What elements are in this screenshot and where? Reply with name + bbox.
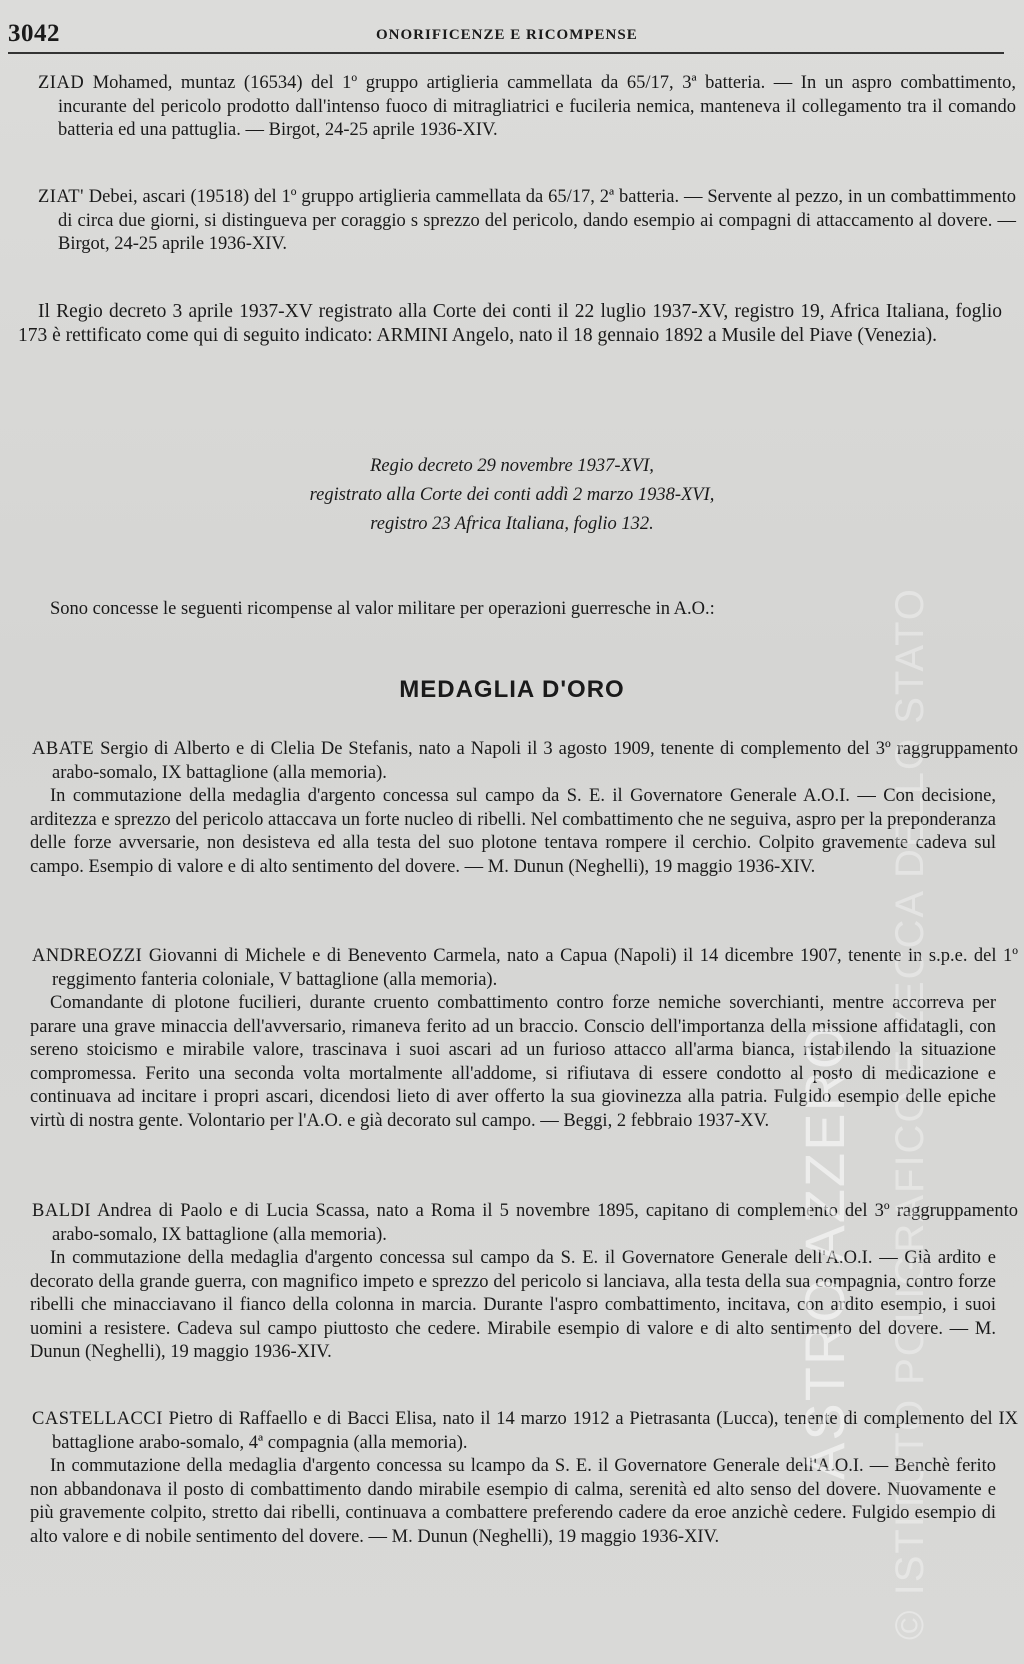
running-head: ONORIFICENZE E RICOMPENSE (376, 27, 638, 43)
page-header (8, 18, 1004, 54)
medal-entry-castellacci-body: In commutazione della medaglia d'argento concessa su lcampo da S. E. il Governatore Generale dell'A.O.I. — Benchè ferito non abbandonava il posto di combattimento dando mirabile esempio di calma, serenità ed alto senso del dovere. Nuovamente e più gravemente colpito, stretto dai ribelli, continuava a combattere preferendo cadere da eroe anzichè cedere. Fulgido esempio di alto valore e di nobile sentimento del dovere. — M. Dunun (Neghelli), 19 maggio 1936-XIV. (30, 1456, 996, 1547)
medal-entry-baldi-body: In commutazione della medaglia d'argento concessa sul campo da S. E. il Governatore Generale dell'A.O.I. — Già ardito e decorato della grande guerra, con magnifico impeto e sprezzo del pericolo si lanciava, alla testa della sua compagnia, contro forze ribelli che minacciavano il fianco della colonna in marcia. Durante l'aspro combattimento, incitava, con ardito esempio, i suoi uomini a resistere. Cadeva sul campo piuttosto che cedere. Mirabile esempio di valore e di alto sentimento del dovere. — M. Dunun (Neghelli), 19 maggio 1936-XIV. (30, 1248, 996, 1362)
medal-entry-castellacci (32, 1408, 1018, 1455)
entry-name: ANDREOZZI (32, 946, 143, 966)
entry-ziat (38, 186, 1016, 257)
decree-line-1: Regio decreto 29 novembre 1937-XVI, (370, 456, 654, 476)
entry-head: Andrea di Paolo e di Lucia Scassa, nato a Roma il 5 novembre 1895, capitano di complemento del 3º raggruppamento arabo-somalo, IX battaglione (alla memoria). (52, 1201, 1018, 1245)
entry-head: Giovanni di Michele e di Benevento Carmela, nato a Capua (Napoli) il 14 dicembre 1907, tenente in s.p.e. del 1º reggimento fanteria coloniale, V battaglione (alla memoria). (52, 946, 1018, 990)
medal-entry-andreozzi-body: Comandante di plotone fucilieri, durante cruento combattimento contro forze nemiche soverchianti, mentre accorreva per parare una grave minaccia dell'avversario, rimaneva ferito ad un braccio. Conscio dell'importanza della missione affidatagli, con sereno stoicismo e mirabile valore, trascinava i suoi ascari ad un furioso attacco all'arma bianca, ristabilendo la situazione compromessa. Ferito una seconda volta mortalmente all'addome, si rifiutava di essere condotto al posto di medicazione e continuava ad incitare i propri ascari, dicendosi lieto di aver offerto la sua giovinezza alla patria. Fulgido esempio delle epiche virtù di nostra gente. Volontario per l'A.O. e già decorato sul campo. — Beggi, 2 febbraio 1937-XV. (30, 993, 996, 1131)
entry-text: Mohamed, muntaz (16534) del 1º gruppo artiglieria cammellata da 65/17, 3ª batteria. — In un aspro combattimento, incurante del pericolo prodotto dall'intenso fuoco di mitragliatrici e fucileria nemica, manteneva il collegamento tra il comando batteria ed una pattuglia. — Birgot, 24-25 aprile 1936-XIV. (58, 73, 1016, 140)
medal-entry-abate (32, 738, 1018, 785)
entry-name: ZIAT' (38, 187, 84, 207)
medal-section-title: MEDAGLIA D'ORO (399, 676, 625, 703)
awards-intro: Sono concesse le seguenti ricompense al valor militare per operazioni guerresche in A.O.: (50, 599, 715, 619)
medal-entry-andreozzi (32, 945, 1018, 992)
decree-line-3: registro 23 Africa Italiana, foglio 132. (370, 514, 654, 534)
page-number: 3042 (8, 20, 60, 47)
entry-head: Sergio di Alberto e di Clelia De Stefanis, nato a Napoli il 3 agosto 1909, tenente di complemento del 3º raggruppamento arabo-somalo, IX battaglione (alla memoria). (52, 739, 1018, 783)
medal-entry-abate-body: In commutazione della medaglia d'argento concessa sul campo da S. E. il Governatore Generale A.O.I. — Con decisione, arditezza e sprezzo del pericolo attaccava un forte nucleo di ribelli. Nel combattimento che ne seguiva, aspro per la preponderanza delle forze avversarie, non desisteva ed alla testa del suo plotone tentava rompere il cerchio. Colpito gravemente cadeva sul campo. Esempio di valore e di alto sentimento del dovere. — M. Dunun (Neghelli), 19 maggio 1936-XIV. (30, 786, 996, 877)
entry-name: ABATE (32, 739, 95, 759)
entry-name: ZIAD (38, 73, 85, 93)
watermark-secondary: © ISTITUTO POLIGRAFICO E ZECCA DELLO STATO (888, 587, 932, 1640)
decree-line-2: registrato alla Corte dei conti addì 2 marzo 1938-XVI, (309, 485, 715, 505)
entry-text: Debei, ascari (19518) del 1º gruppo artiglieria cammellata da 65/17, 2ª batteria. — Servente al pezzo, in un combattimmento di circa due giorni, si distingueva per coraggio s sprezzo del pericolo, dando esempio ai compagni di attaccamento al dovere. — Birgot, 24-25 aprile 1936-XIV. (58, 187, 1016, 254)
medal-entry-baldi (32, 1200, 1018, 1247)
rectification-note: Il Regio decreto 3 aprile 1937-XV registrato alla Corte dei conti il 22 luglio 1937-XV, registro 19, Africa Italiana, foglio 173 è rettificato come qui di seguito indicato: ARMINI Angelo, nato il 18 gennaio 1892 a Musile del Piave (Venezia). (18, 301, 1002, 346)
entry-name: BALDI (32, 1201, 92, 1221)
entry-ziad (38, 72, 1016, 143)
entry-name: CASTELLACCI (32, 1409, 163, 1429)
watermark: ASTRO AZZERO (793, 1023, 856, 1480)
entry-head: Pietro di Raffaello e di Bacci Elisa, nato il 14 marzo 1912 a Pietrasanta (Lucca), tenente di complemento del IX battaglione arabo-somalo, 4ª compagnia (alla memoria). (52, 1409, 1018, 1453)
